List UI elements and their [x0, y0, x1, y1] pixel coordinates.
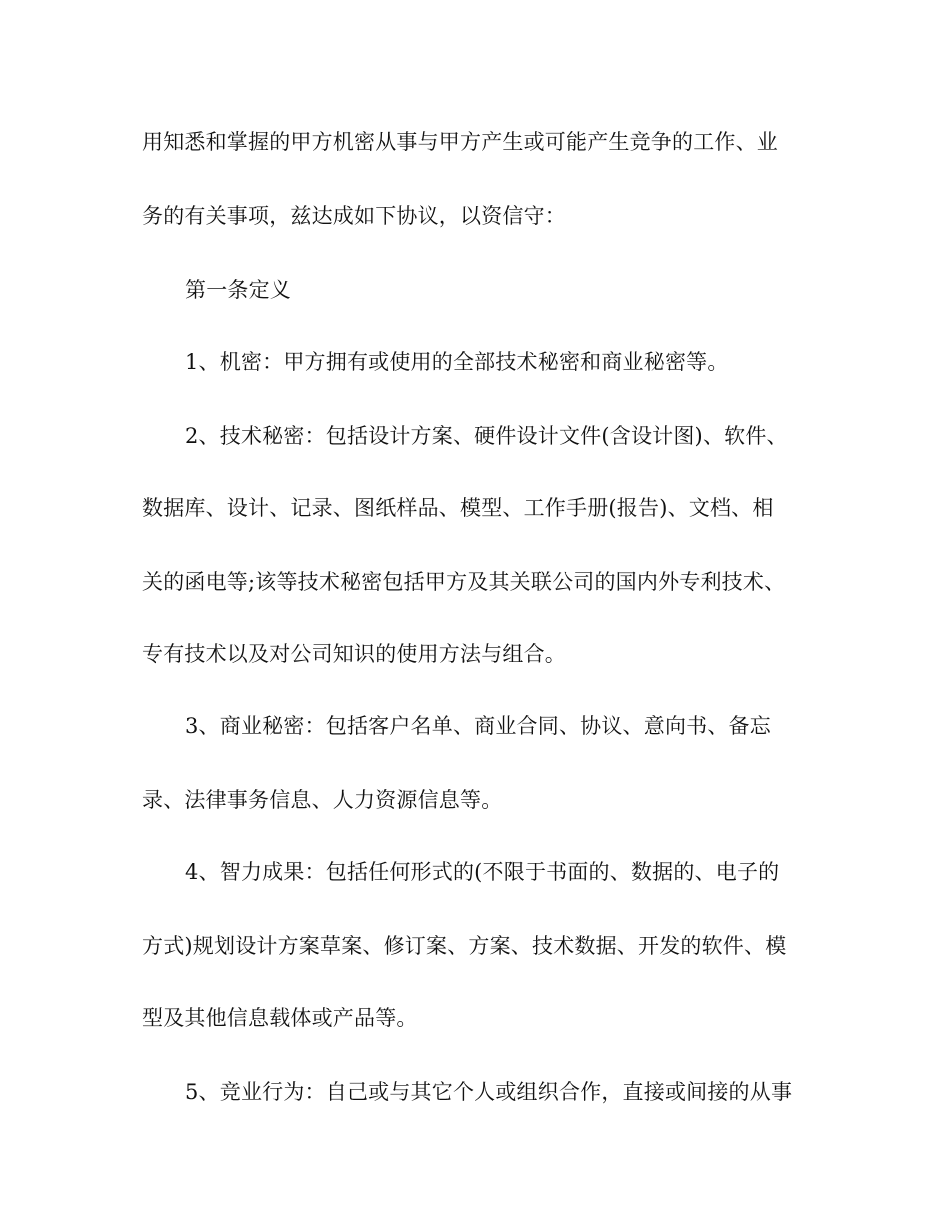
paragraph-line: 型及其他信息载体或产品等。	[142, 1006, 418, 1030]
paragraph-line: 3、商业秘密：包括客户名单、商业合同、协议、意向书、备忘	[185, 714, 771, 738]
paragraph-line: 务的有关事项，兹达成如下协议，以资信守：	[142, 204, 566, 228]
paragraph-line: 数据库、设计、记录、图纸样品、模型、工作手册(报告)、文档、相	[142, 496, 774, 520]
paragraph-line: 专有技术以及对公司知识的使用方法与组合。	[142, 642, 566, 666]
paragraph-line: 方式)规划设计方案草案、修订案、方案、技术数据、开发的软件、模	[142, 934, 787, 958]
paragraph-line: 录、法律事务信息、人力资源信息等。	[142, 788, 503, 812]
paragraph-line: 关的函电等;该等技术秘密包括甲方及其关联公司的国内外专利技术、	[142, 570, 786, 594]
paragraph-line: 1、机密：甲方拥有或使用的全部技术秘密和商业秘密等。	[185, 350, 729, 374]
paragraph-line: 5、竞业行为：自己或与其它个人或组织合作，直接或间接的从事	[185, 1080, 793, 1104]
paragraph-line: 2、技术秘密：包括设计方案、硬件设计文件(含设计图)、软件、	[185, 424, 788, 448]
paragraph-line: 4、智力成果：包括任何形式的(不限于书面的、数据的、电子的	[185, 860, 780, 884]
section-heading: 第一条定义	[185, 278, 291, 302]
paragraph-line: 用知悉和掌握的甲方机密从事与甲方产生或可能产生竞争的工作、业	[142, 130, 778, 154]
